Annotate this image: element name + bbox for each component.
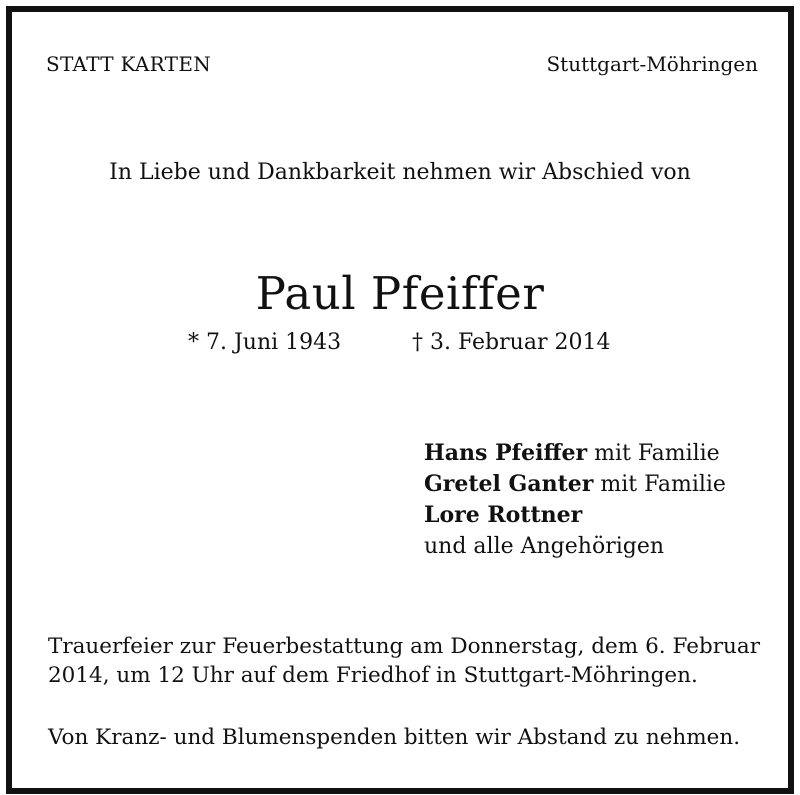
mourner-suffix: mit Familie xyxy=(593,472,726,497)
mourner-line xyxy=(424,438,726,469)
intro-text: In Liebe und Dankbarkeit nehmen wir Abschied von xyxy=(109,160,691,185)
birth-date: * 7. Juni 1943 xyxy=(188,330,342,355)
mourner-suffix: und alle Angehörigen xyxy=(424,534,665,559)
ceremony-text: Trauerfeier zur Feuerbestattung am Donnerstag, dem 6. Februar 2014, um 12 Uhr auf dem Friedhof in Stuttgart-Möhringen. xyxy=(48,634,760,688)
death-date: † 3. Februar 2014 xyxy=(412,330,611,355)
flowers-note: Von Kranz- und Blumenspenden bitten wir Abstand zu nehmen. xyxy=(48,725,741,750)
mourner-name: Hans Pfeiffer xyxy=(424,440,588,466)
mourner-name: Gretel Ganter xyxy=(424,471,594,497)
header-location: Stuttgart-Möhringen xyxy=(546,52,758,76)
mourner-line xyxy=(424,500,726,531)
mourner-name: Lore Rottner xyxy=(424,502,583,528)
mourner-line xyxy=(424,469,726,500)
mourners-list xyxy=(424,438,726,562)
obituary-notice xyxy=(6,6,794,794)
mourner-line xyxy=(424,531,726,562)
mourner-suffix: mit Familie xyxy=(587,441,720,466)
deceased-name: Paul Pfeiffer xyxy=(255,267,545,320)
header-statt-karten: STATT KARTEN xyxy=(46,52,212,76)
